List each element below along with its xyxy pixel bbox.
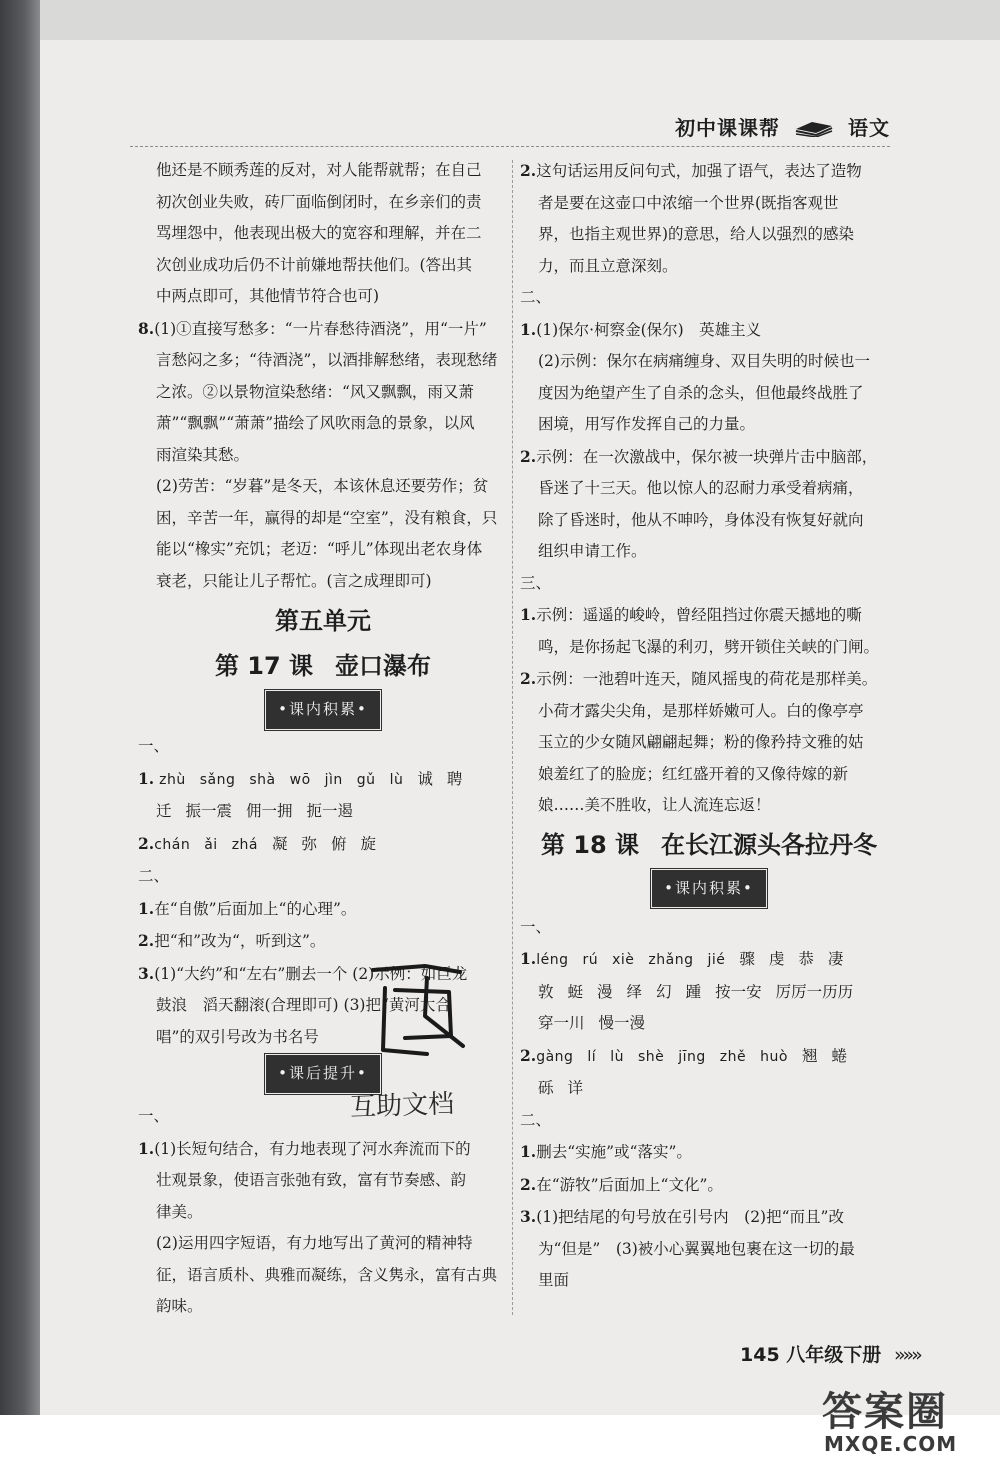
- answer-e1: [520, 599, 898, 632]
- item-number: 2.: [520, 1174, 537, 1194]
- text-line: 示例：在一次激战中，保尔被一块弹片击中脑部，: [536, 447, 878, 466]
- char: 聘: [446, 769, 463, 788]
- header-rule: [130, 146, 890, 147]
- lesson-name: 在长江源头各拉丹冬: [661, 830, 878, 859]
- text-line: 小荷才露尖尖角，是那样娇嫩可人。白的像亭亭: [538, 701, 864, 720]
- pinyin: gǔ: [356, 771, 376, 788]
- text-line: 骂埋怨中，他表现出极大的宽容和理解，并在二: [156, 224, 482, 242]
- item-number: 1.: [520, 1142, 537, 1161]
- text-line: 能以“橡实”充饥；老迈：“呼儿”体现出老农身体: [156, 540, 483, 558]
- answer-f1-line2: [520, 977, 898, 1009]
- pinyin: léng: [536, 952, 569, 968]
- char: 恭: [798, 950, 814, 968]
- char: 漫: [597, 982, 613, 1001]
- right-column: [520, 155, 898, 1297]
- text-line: 在“游牧”后面加上“文化”。: [536, 1175, 723, 1194]
- section-heading: 二、: [138, 867, 170, 885]
- pinyin: wō: [289, 771, 311, 788]
- item-number: 3.: [520, 1207, 537, 1226]
- text-line: 言愁闷之多；“待酒浇”，以酒排解愁绪，表现愁绪: [156, 351, 498, 369]
- item-number: 8.: [138, 318, 155, 338]
- text-line: 娘……美不胜收，让人流连忘返！: [538, 796, 771, 814]
- text-line: (1)①直接写愁多：“一片春愁待酒浇”，用“一片”: [154, 319, 487, 338]
- char: 迁: [156, 802, 172, 820]
- char: 凄: [827, 950, 844, 968]
- text-line: (1)把结尾的句号放在引号内 (2)把“而且”改: [536, 1208, 844, 1226]
- text-line: (2)运用四字短语，有力地写出了黄河的精神特: [156, 1234, 473, 1252]
- handwritten-watermark: 互助文档: [349, 1089, 455, 1123]
- text-line: (1)“大约”和“左右”删去一个 (2)示例：如巨龙: [154, 964, 468, 983]
- answer-f1: [520, 943, 898, 977]
- section-heading: 三、: [520, 573, 552, 592]
- char: 幻: [656, 982, 672, 1001]
- char: 详: [567, 1079, 584, 1097]
- column-divider: [512, 160, 513, 1315]
- item-number: 2.: [138, 931, 155, 950]
- pinyin: jié: [707, 952, 726, 968]
- text-line: 他还是不顾秀莲的反对，对人能帮就帮；在自己: [156, 161, 482, 179]
- char: 蜓: [567, 982, 584, 1001]
- text-line: 力，而且立意深刻。: [538, 256, 678, 275]
- pinyin: ǎi: [204, 836, 218, 853]
- lesson-number: 第 18 课: [540, 830, 640, 859]
- item-number: 1.: [138, 898, 155, 918]
- pinyin: zhá: [231, 836, 258, 853]
- correction: 慢一漫: [598, 1014, 646, 1032]
- text-line: 唱”的双引号改为书名号: [156, 1027, 319, 1046]
- text-line: 度因为绝望产生了自杀的念头，但他最终战胜了: [538, 383, 864, 402]
- text-line: (1)保尔·柯察金(保尔) 英雄主义: [536, 320, 762, 339]
- text-line: 示例：一池碧叶连天，随风摇曳的荷花是那样美。: [536, 670, 878, 688]
- correction: 扼一遏: [306, 802, 354, 820]
- text-line: 这句话运用反问句式，加强了语气，表达了造物: [536, 162, 862, 180]
- answer-f1-line3: [520, 1008, 898, 1040]
- char: 诚: [417, 769, 433, 788]
- item-number: 3.: [138, 963, 155, 983]
- pinyin: lù: [389, 771, 404, 788]
- item-number: 2.: [520, 161, 537, 180]
- site-watermark: [800, 1380, 1000, 1461]
- answer-2: [520, 155, 898, 188]
- text-line: 困境，用写作发挥自己的力量。: [538, 415, 756, 433]
- text-line: 把“和”改为“，听到这”。: [154, 932, 326, 950]
- text-line: 萧”“飘飘”“萧萧”描绘了风吹雨急的景象，以风: [156, 414, 475, 432]
- pinyin: xiè: [612, 952, 635, 968]
- text-line: 征，语言质朴、典雅而凝练，含义隽永，富有古典: [156, 1265, 498, 1284]
- page-footer: [740, 1340, 920, 1367]
- answer-d1: [520, 314, 898, 347]
- subject-name: 语文: [848, 116, 890, 140]
- correction: 振一震: [185, 802, 233, 820]
- char: 砾: [538, 1079, 554, 1097]
- text-line: 者是要在这壶口中浓缩一个世界(既指客观世: [538, 193, 839, 212]
- text-line: 除了昏迷时，他从不呻吟，身体没有恢复好就向: [538, 510, 864, 529]
- lesson-name: 壶口瀑布: [335, 652, 432, 680]
- text-line: 次创业成功后仍不计前嫌地帮扶他们。(答出其: [156, 255, 473, 274]
- answer-1-line2: [138, 796, 508, 828]
- text-line: 律美。: [156, 1202, 203, 1221]
- item-number: 2.: [138, 833, 155, 853]
- answer-c1: [138, 1133, 508, 1166]
- pinyin: lí: [587, 1048, 597, 1065]
- section-heading: 一、: [138, 737, 170, 755]
- pinyin: gàng: [536, 1048, 574, 1065]
- answer-8: [138, 313, 508, 346]
- page-number: 145: [740, 1344, 780, 1366]
- item-number: 2.: [520, 446, 537, 466]
- lesson-18-title: [520, 822, 898, 868]
- item-number: 1.: [138, 768, 155, 788]
- char: 俯: [331, 834, 347, 853]
- item-number: 2.: [520, 669, 537, 688]
- item-number: 1.: [520, 319, 537, 339]
- answer-f2-line2: [520, 1073, 898, 1105]
- lesson-17-title: [138, 643, 508, 689]
- text-line: 玉立的少女随风翩翩起舞；粉的像矜持文雅的姑: [538, 733, 864, 751]
- pinyin: zhě: [719, 1048, 747, 1065]
- pinyin: chán: [154, 836, 191, 853]
- chevron-right-icon: »»»: [893, 1344, 920, 1366]
- correction: 按一安: [715, 982, 762, 1001]
- text-line: (2)劳苦：“岁暮”是冬天，本该休息还要劳作；贫: [156, 477, 489, 495]
- text-line: 初次创业失败，砖厂面临倒闭时，在乡亲们的责: [156, 192, 482, 211]
- text-line: 组织申请工作。: [538, 542, 647, 560]
- pinyin: jìn: [324, 771, 343, 788]
- pinyin: zhǎng: [648, 952, 694, 968]
- char: 翘: [801, 1046, 818, 1065]
- section-badge-wrap: [520, 870, 898, 904]
- pinyin: zhù: [159, 771, 186, 788]
- section-heading: 二、: [520, 1110, 552, 1129]
- char: 旋: [360, 834, 377, 853]
- text-line: 在“自傲”后面加上“的心理”。: [154, 899, 357, 918]
- answer-d2: [520, 441, 898, 474]
- char: 绎: [626, 982, 643, 1001]
- answer-g1: [520, 1136, 898, 1169]
- text-line: 娘羞红了的脸庞；红红盛开着的又像待嫁的新: [538, 764, 849, 783]
- handwritten-scribble: [365, 958, 475, 1068]
- book-stack-icon: [794, 119, 834, 137]
- text-line: 壮观景象，使语言张弛有致，富有节奏感、韵: [156, 1171, 467, 1189]
- section-badge: •课内积累•: [652, 870, 766, 908]
- pinyin: shà: [249, 771, 276, 788]
- text-line: (2)示例：保尔在病痛缠身、双目失明的时候也一: [538, 352, 870, 370]
- pinyin: shè: [637, 1048, 665, 1065]
- pinyin: lù: [610, 1048, 624, 1065]
- text-line: 为“但是” (3)被小心翼翼地包裹在这一切的最: [538, 1239, 855, 1258]
- text-line: 韵味。: [156, 1297, 203, 1315]
- answer-2: [138, 828, 508, 862]
- char: 凝: [272, 834, 288, 853]
- char: 敦: [538, 982, 554, 1001]
- text-line: 困，辛苦一年，赢得的却是“空室”，没有粮食，只: [156, 508, 498, 527]
- answer-b1: [138, 893, 508, 926]
- unit-title: 第五单元: [275, 607, 371, 635]
- lesson-number: 第 17 课: [214, 652, 314, 680]
- series-name: 初中课课帮: [675, 116, 781, 140]
- answer-1: [138, 763, 508, 797]
- correction: 厉厉一历历: [775, 982, 854, 1001]
- text-line: 界，也指主观世界)的意思，给人以强烈的感染: [538, 225, 855, 243]
- text-line: 衰老，只能让儿子帮忙。(言之成理即可): [156, 571, 432, 590]
- text-line: 删去“实施”或“落实”。: [536, 1143, 692, 1161]
- text-line: 鸣，是你扬起飞瀑的利刃，劈开锁住关峡的门闸。: [538, 637, 880, 656]
- section-badge: •课内积累•: [266, 691, 380, 729]
- grade-label: 八年级下册: [786, 1344, 882, 1366]
- text-line: 示例：遥遥的峻岭，曾经阻挡过你震天撼地的嘶: [536, 606, 862, 624]
- item-number: 1.: [520, 949, 537, 968]
- header-title: [675, 112, 890, 141]
- text-line: 中两点即可，其他情节符合也可): [156, 287, 380, 305]
- answer-f2: [520, 1040, 898, 1074]
- char: 踵: [685, 982, 702, 1001]
- answer-b2: [138, 925, 508, 958]
- book-spine: [0, 0, 40, 1461]
- answer-g3: [520, 1201, 898, 1234]
- pinyin: huò: [760, 1048, 788, 1065]
- char: 弥: [301, 834, 318, 853]
- text-line: (1)长短句结合，有力地表现了河水奔流而下的: [154, 1139, 471, 1158]
- item-number: 1.: [138, 1138, 155, 1158]
- section-heading: 一、: [520, 917, 552, 936]
- section-badge-wrap: [138, 691, 508, 725]
- watermark-logo: 答案圈: [822, 1389, 948, 1435]
- char: 骤: [739, 950, 755, 968]
- correction: 穿一川: [538, 1014, 585, 1032]
- pinyin: jīng: [678, 1048, 706, 1065]
- correction: 佣一拥: [246, 802, 293, 820]
- text-line: 里面: [538, 1271, 570, 1289]
- section-heading: 一、: [138, 1107, 170, 1125]
- char: 蜷: [831, 1046, 847, 1065]
- item-number: 2.: [520, 1045, 537, 1065]
- text-line: 之浓。②以景物渲染愁绪：“风又飘飘，雨又萧: [156, 382, 474, 401]
- watermark-url: MXQE.COM: [824, 1432, 958, 1456]
- running-header: [130, 112, 890, 148]
- pinyin: sǎng: [199, 771, 236, 788]
- section-badge: •课后提升•: [266, 1055, 380, 1093]
- text-line: 鼓浪 滔天翻滚(合理即可) (3)把“黄河大合: [156, 996, 451, 1014]
- item-number: 1.: [520, 605, 537, 624]
- left-column: [138, 155, 508, 1323]
- text-line: 雨渲染其愁。: [156, 445, 250, 464]
- answer-e2: [520, 663, 898, 696]
- text-line: 昏迷了十三天。他以惊人的忍耐力承受着病痛，: [538, 479, 864, 497]
- char: 虔: [768, 950, 785, 968]
- pinyin: rú: [582, 952, 599, 968]
- answer-g2: [520, 1169, 898, 1202]
- section-heading: 二、: [520, 288, 552, 306]
